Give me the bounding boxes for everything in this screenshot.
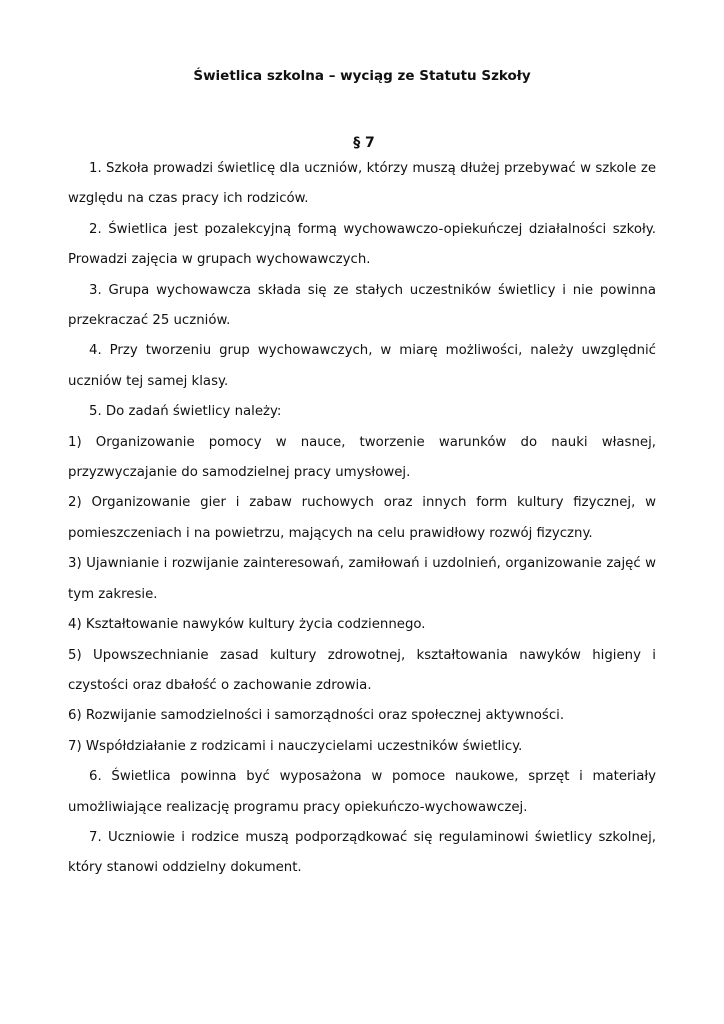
task-item-6: 6) Rozwijanie samodzielności i samorządności oraz społecznej aktywności. — [68, 708, 565, 724]
paragraph-5: 5. Do zadań świetlicy należy: — [89, 404, 282, 420]
document-body — [68, 154, 656, 884]
paragraph-7: 7. Uczniowie i rodzice muszą podporządkować się regulaminowi świetlicy szkolnej, który stanowi oddzielny dokument. — [68, 829, 656, 876]
document-title: Świetlica szkolna – wyciąg ze Statutu Szkoły — [193, 68, 531, 84]
paragraph-3: 3. Grupa wychowawcza składa się ze stałych uczestników świetlicy i nie powinna przekraczać 25 uczniów. — [68, 282, 656, 329]
section-number: § 7 — [353, 135, 375, 151]
task-item-2: 2) Organizowanie gier i zabaw ruchowych oraz innych form kultury fizycznej, w pomieszczeniach i na powietrzu, mających na celu prawidłowy rozwój fizyczny. — [68, 495, 656, 541]
paragraph-1: 1. Szkoła prowadzi świetlicę dla uczniów, którzy muszą dłużej przebywać w szkole ze względu na czas pracy ich rodziców. — [68, 161, 656, 207]
task-item-5: 5) Upowszechnianie zasad kultury zdrowotnej, kształtowania nawyków higieny i czystości oraz dbałość o zachowanie zdrowia. — [68, 647, 656, 693]
task-item-7: 7) Współdziałanie z rodzicami i nauczycielami uczestników świetlicy. — [68, 738, 523, 754]
document-page — [68, 66, 656, 884]
paragraph-4: 4. Przy tworzeniu grup wychowawczych, w miarę możliwości, należy uwzględnić uczniów tej samej klasy. — [68, 343, 656, 389]
task-item-4: 4) Kształtowanie nawyków kultury życia codziennego. — [68, 617, 426, 633]
paragraph-6: 6. Świetlica powinna być wyposażona w pomoce naukowe, sprzęt i materiały umożliwiające realizację programu pracy opiekuńczo-wychowawczej. — [68, 769, 656, 815]
paragraph-2: 2. Świetlica jest pozalekcyjną formą wychowawczo-opiekuńczej działalności szkoły. Prowadzi zajęcia w grupach wychowawczych. — [68, 221, 656, 268]
task-item-3: 3) Ujawnianie i rozwijanie zainteresowań, zamiłowań i uzdolnień, organizowanie zajęć w tym zakresie. — [68, 556, 656, 602]
task-item-1: 1) Organizowanie pomocy w nauce, tworzenie warunków do nauki własnej, przyzwyczajanie do samodzielnej pracy umysłowej. — [68, 434, 656, 481]
